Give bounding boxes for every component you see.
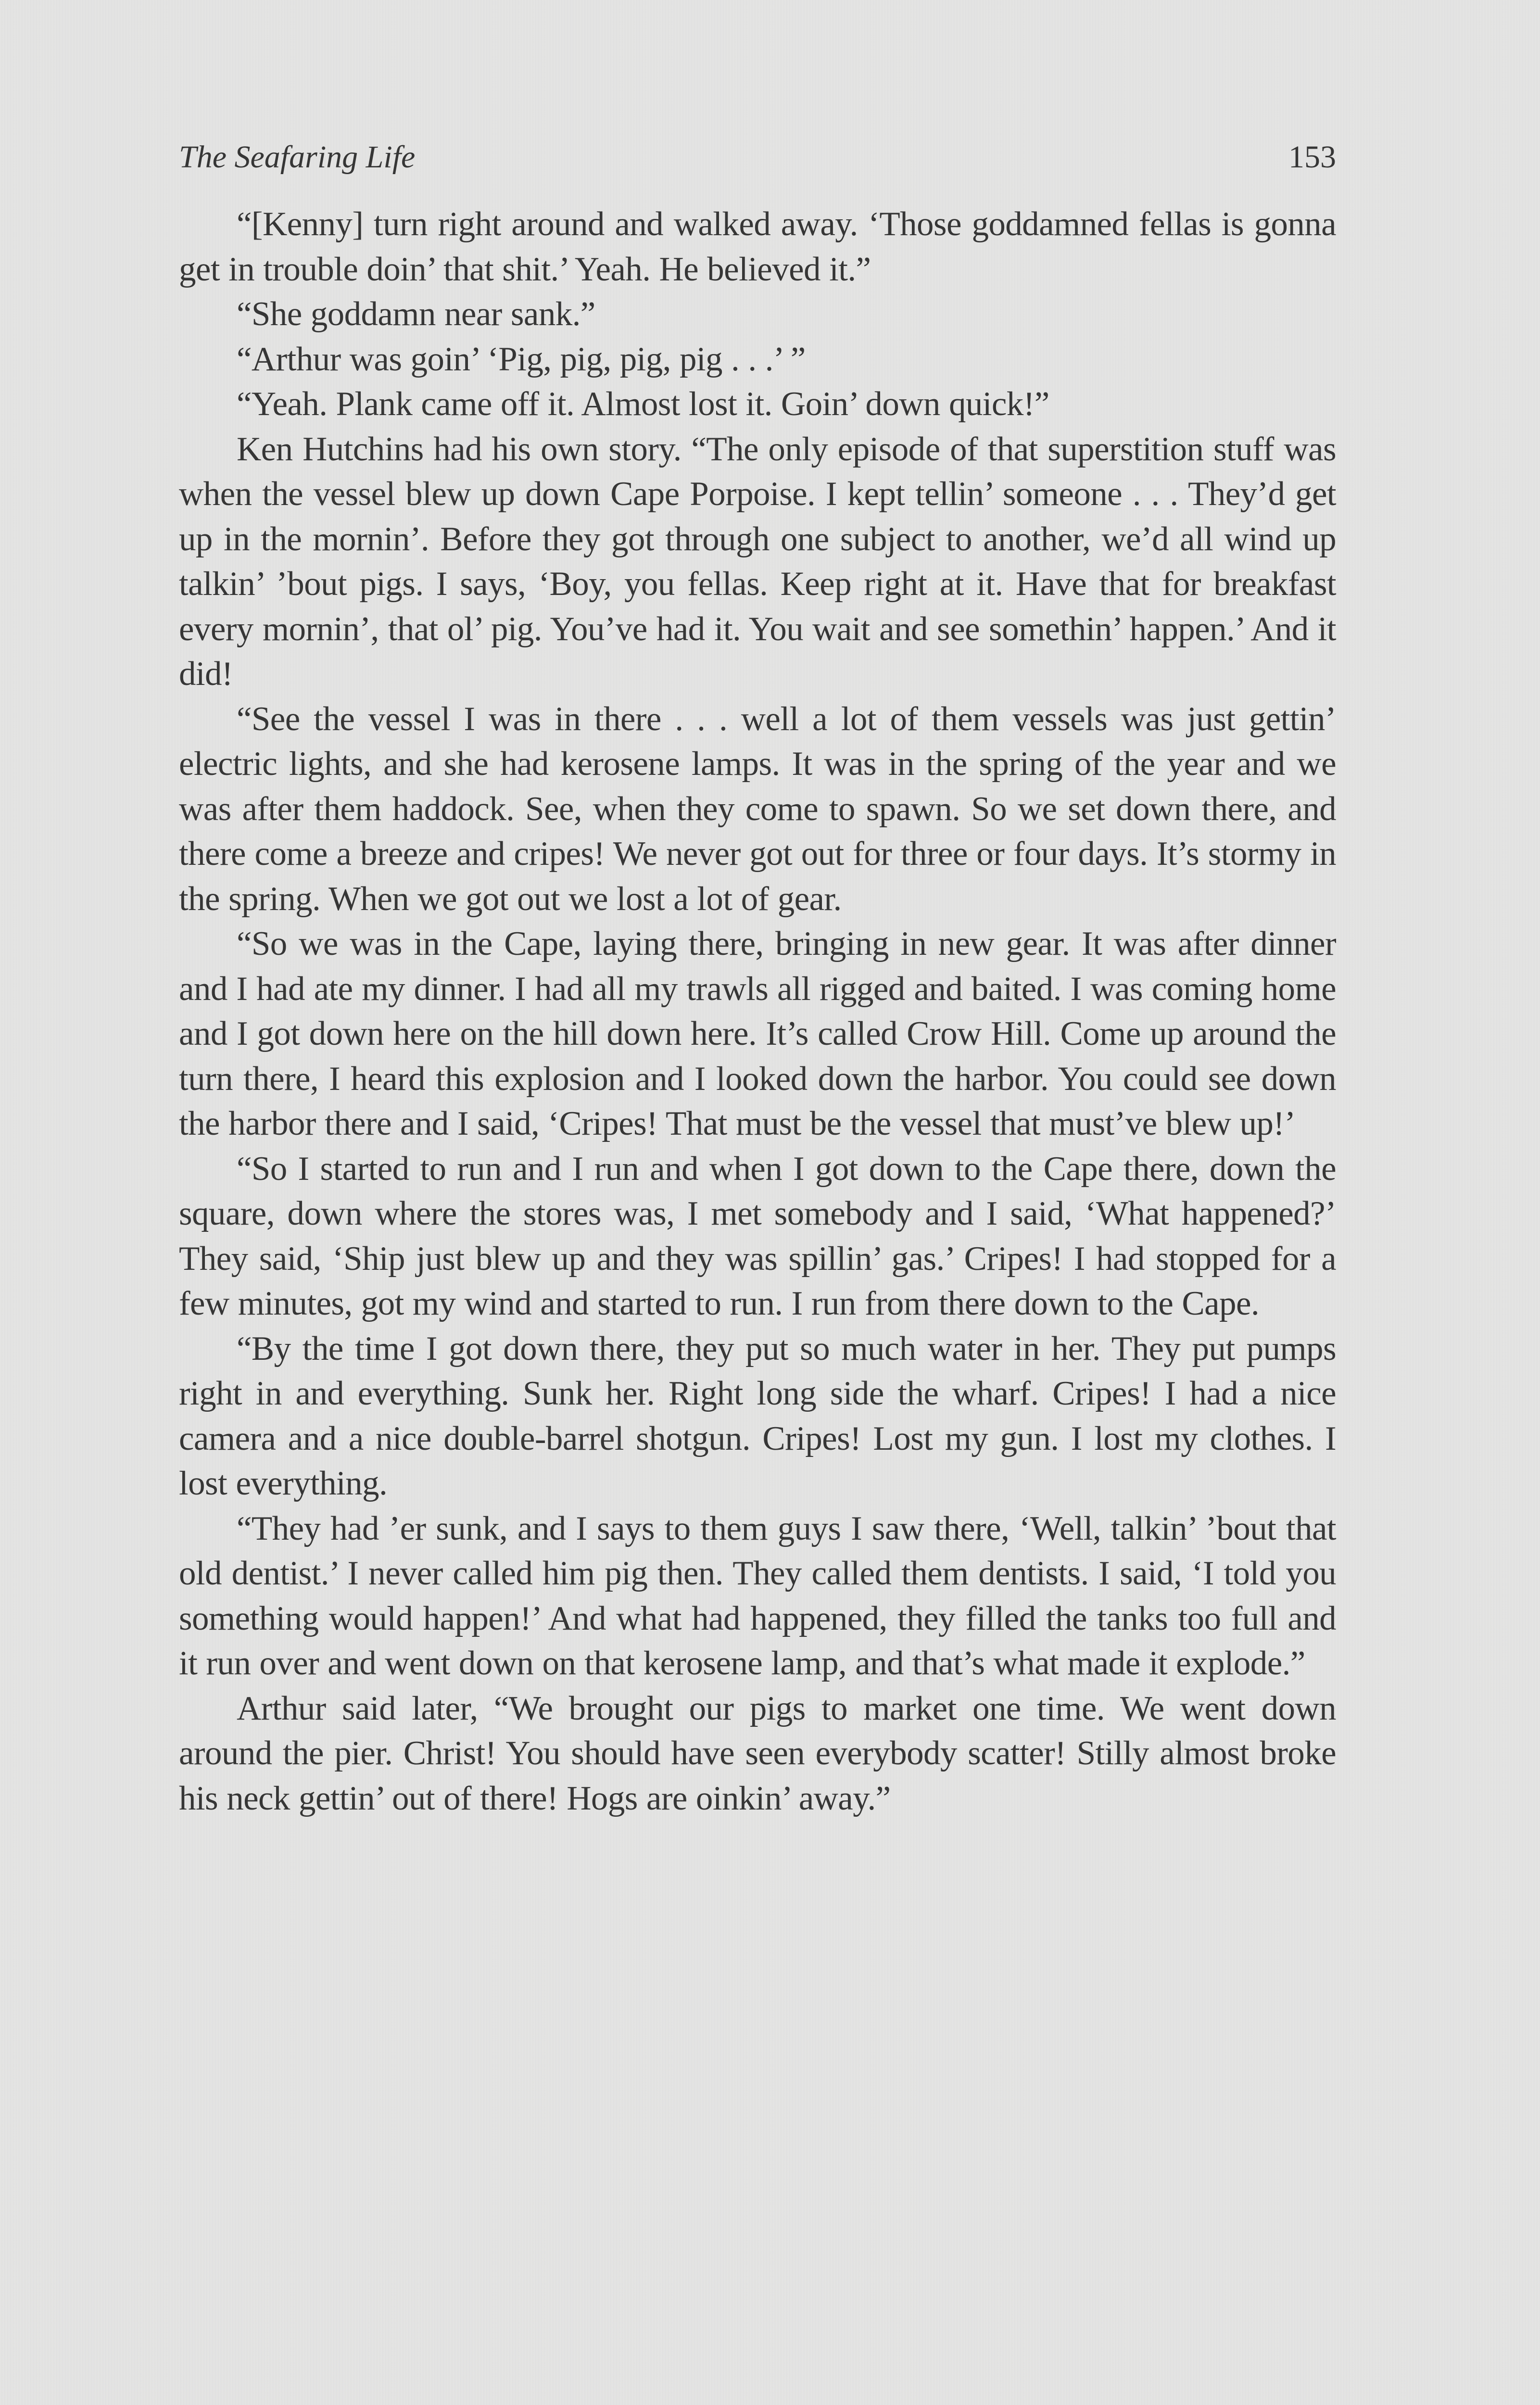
paragraph: “Arthur was goin’ ‘Pig, pig, pig, pig . . .’ ” <box>237 340 806 378</box>
paragraph: “Yeah. Plank came off it. Almost lost it. Goin’ down quick!” <box>237 385 1049 423</box>
paragraph: Ken Hutchins had his own story. “The only episode of that superstition stuff was when the vessel blew up down Cape Porpoise. I kept tellin’ someone . . . They’d get up in the mornin’. Before they got through one subject to another, we’d all wind up talkin’ ’bout pigs. I says, ‘Boy, you fellas. Keep right at it. Have that for breakfast every mornin’, that ol’ pig. You’ve had it. You wait and see somethin’ happen.’ And it did! <box>179 430 1336 693</box>
paragraph: “So I started to run and I run and when I got down to the Cape there, down the square, down where the stores was, I met somebody and I said, ‘What happened?’ They said, ‘Ship just blew up and they was spillin’ gas.’ Cripes! I had stopped for a few minutes, got my wind and started to run. I run from there down to the Cape. <box>179 1150 1336 1322</box>
paragraph: “By the time I got down there, they put so much water in her. They put pumps right in and everything. Sunk her. Right long side the wharf. Cripes! I had a nice camera and a nice double-barrel shotgun. Cripes! Lost my gun. I lost my clothes. I lost everything. <box>179 1329 1336 1502</box>
running-head <box>179 136 1336 179</box>
paragraph: “See the vessel I was in there . . . well a lot of them vessels was just gettin’ electric lights, and she had kerosene lamps. It was in the spring of the year and we was after them haddock. See, when they come to spawn. So we set down there, and there come a breeze and cripes! We never got out for three or four days. It’s stormy in the spring. When we got out we lost a lot of gear. <box>179 700 1336 918</box>
paragraph: “So we was in the Cape, laying there, bringing in new gear. It was after dinner and I had ate my dinner. I had all my trawls all rigged and baited. I was coming home and I got down here on the hill down here. It’s called Crow Hill. Come up around the turn there, I heard this explosion and I looked down the harbor. You could see down the harbor there and I said, ‘Cripes! That must be the vessel that must’ve blew up!’ <box>179 925 1336 1142</box>
running-head-title: The Seafaring Life <box>179 139 416 175</box>
page-number: 153 <box>1288 139 1336 175</box>
paragraph: “[Kenny] turn right around and walked away. ‘Those goddamned fellas is gonna get in trouble doin’ that shit.’ Yeah. He believed it.” <box>179 205 1336 288</box>
paragraph: “They had ’er sunk, and I says to them guys I saw there, ‘Well, talkin’ ’bout that old dentist.’ I never called him pig then. They called them dentists. I said, ‘I told you something would happen!’ And what had happened, they filled the tanks too full and it run over and went down on that kerosene lamp, and that’s what made it explode.” <box>179 1509 1336 1682</box>
paragraph: “She goddamn near sank.” <box>237 295 595 333</box>
paragraph: Arthur said later, “We brought our pigs to market one time. We went down around the pier. Christ! You should have seen everybody scatter! Stilly almost broke his neck gettin’ out of there! Hogs are oinkin’ away.” <box>179 1689 1336 1817</box>
body-text <box>179 202 1336 1821</box>
